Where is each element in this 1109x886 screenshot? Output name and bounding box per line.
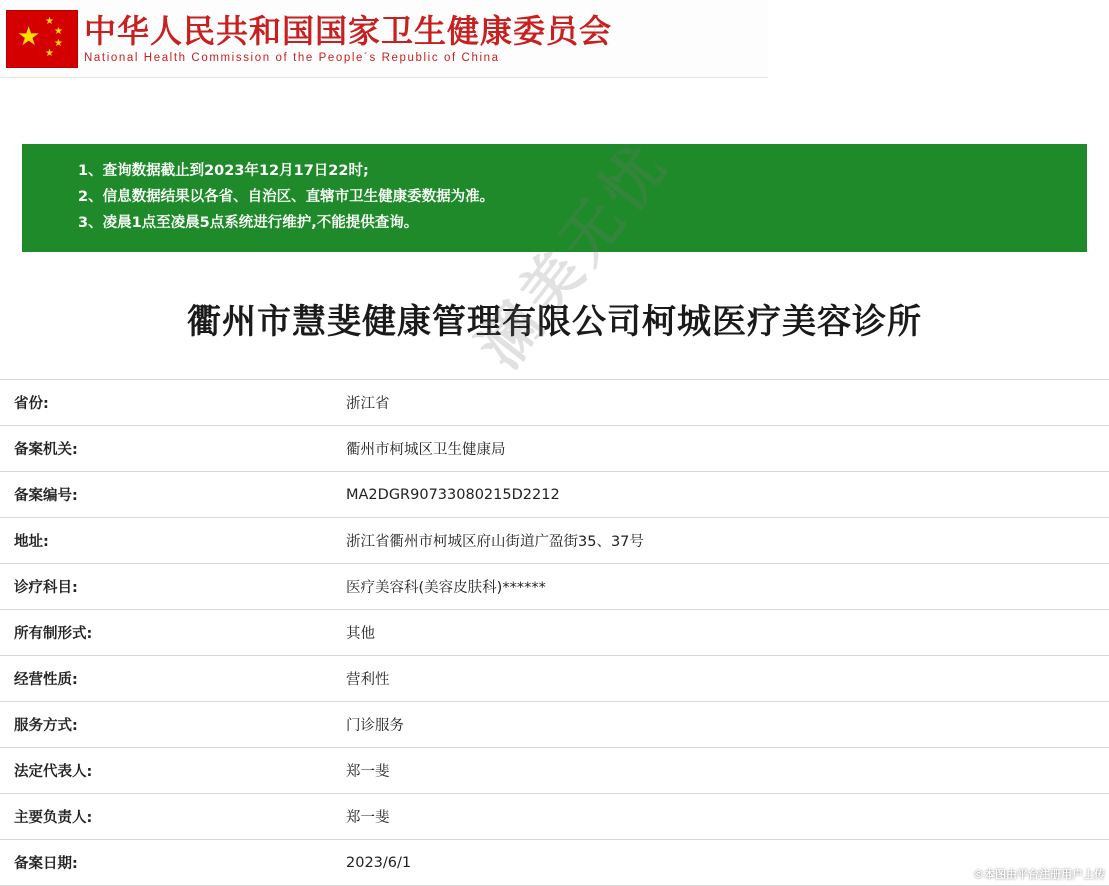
notice-line-3: 3、凌晨1点至凌晨5点系统进行维护,不能提供查询。: [78, 215, 419, 231]
diagonal-watermark: 澜美无忧: [465, 129, 683, 382]
table-row: [0, 748, 1109, 794]
table-row: [0, 472, 1109, 518]
emblem-small-star-icon: ★: [54, 37, 63, 49]
header-titles: [84, 12, 612, 66]
field-value: 2023/6/1: [332, 840, 1109, 886]
emblem-big-star-icon: ★: [17, 20, 41, 51]
table-row: [0, 840, 1109, 886]
field-value: 郑一斐: [332, 794, 1109, 840]
field-value: 营利性: [332, 656, 1109, 702]
field-label: 主要负责人:: [0, 794, 332, 840]
field-label: 法定代表人:: [0, 748, 332, 794]
table-row: [0, 610, 1109, 656]
china-national-emblem-icon: [6, 10, 78, 68]
corner-watermark: ©本图由平台注册用户上传: [973, 868, 1105, 881]
field-label: 服务方式:: [0, 702, 332, 748]
field-value: 医疗美容科(美容皮肤科)******: [332, 564, 1109, 610]
table-row: [0, 380, 1109, 426]
field-label: 备案编号:: [0, 472, 332, 518]
header-title-en: National Health Commission of the People´s Republic of China: [84, 51, 500, 64]
notice-line-2: 2、信息数据结果以各省、自治区、直辖市卫生健康委数据为准。: [78, 189, 495, 205]
header-title-cn: 中华人民共和国国家卫生健康委员会: [84, 11, 613, 50]
field-label: 备案日期:: [0, 840, 332, 886]
institution-info-table: [0, 379, 1109, 886]
emblem-small-star-icon: ★: [45, 47, 54, 59]
table-row: [0, 794, 1109, 840]
field-value: 郑一斐: [332, 748, 1109, 794]
table-row: [0, 702, 1109, 748]
table-row: [0, 426, 1109, 472]
emblem-small-star-icon: ★: [54, 25, 63, 37]
site-header-banner: [0, 0, 768, 78]
field-value: 其他: [332, 610, 1109, 656]
field-value: 门诊服务: [332, 702, 1109, 748]
notice-line-1: 1、查询数据截止到2023年12月17日22时;: [78, 163, 369, 179]
table-row: [0, 518, 1109, 564]
field-label: 备案机关:: [0, 426, 332, 472]
field-value: 浙江省衢州市柯城区府山街道广盈街35、37号: [332, 518, 1109, 564]
page-title: 衢州市慧斐健康管理有限公司柯城医疗美容诊所: [187, 302, 922, 342]
table-row: [0, 656, 1109, 702]
field-label: 省份:: [0, 380, 332, 426]
notice-banner: [22, 144, 1087, 252]
field-label: 诊疗科目:: [0, 564, 332, 610]
table-row: [0, 564, 1109, 610]
field-label: 所有制形式:: [0, 610, 332, 656]
field-value: 浙江省: [332, 380, 1109, 426]
field-value: 衢州市柯城区卫生健康局: [332, 426, 1109, 472]
field-label: 经营性质:: [0, 656, 332, 702]
field-label: 地址:: [0, 518, 332, 564]
field-value: MA2DGR90733080215D2212: [332, 472, 1109, 518]
emblem-small-star-icon: ★: [45, 15, 54, 27]
